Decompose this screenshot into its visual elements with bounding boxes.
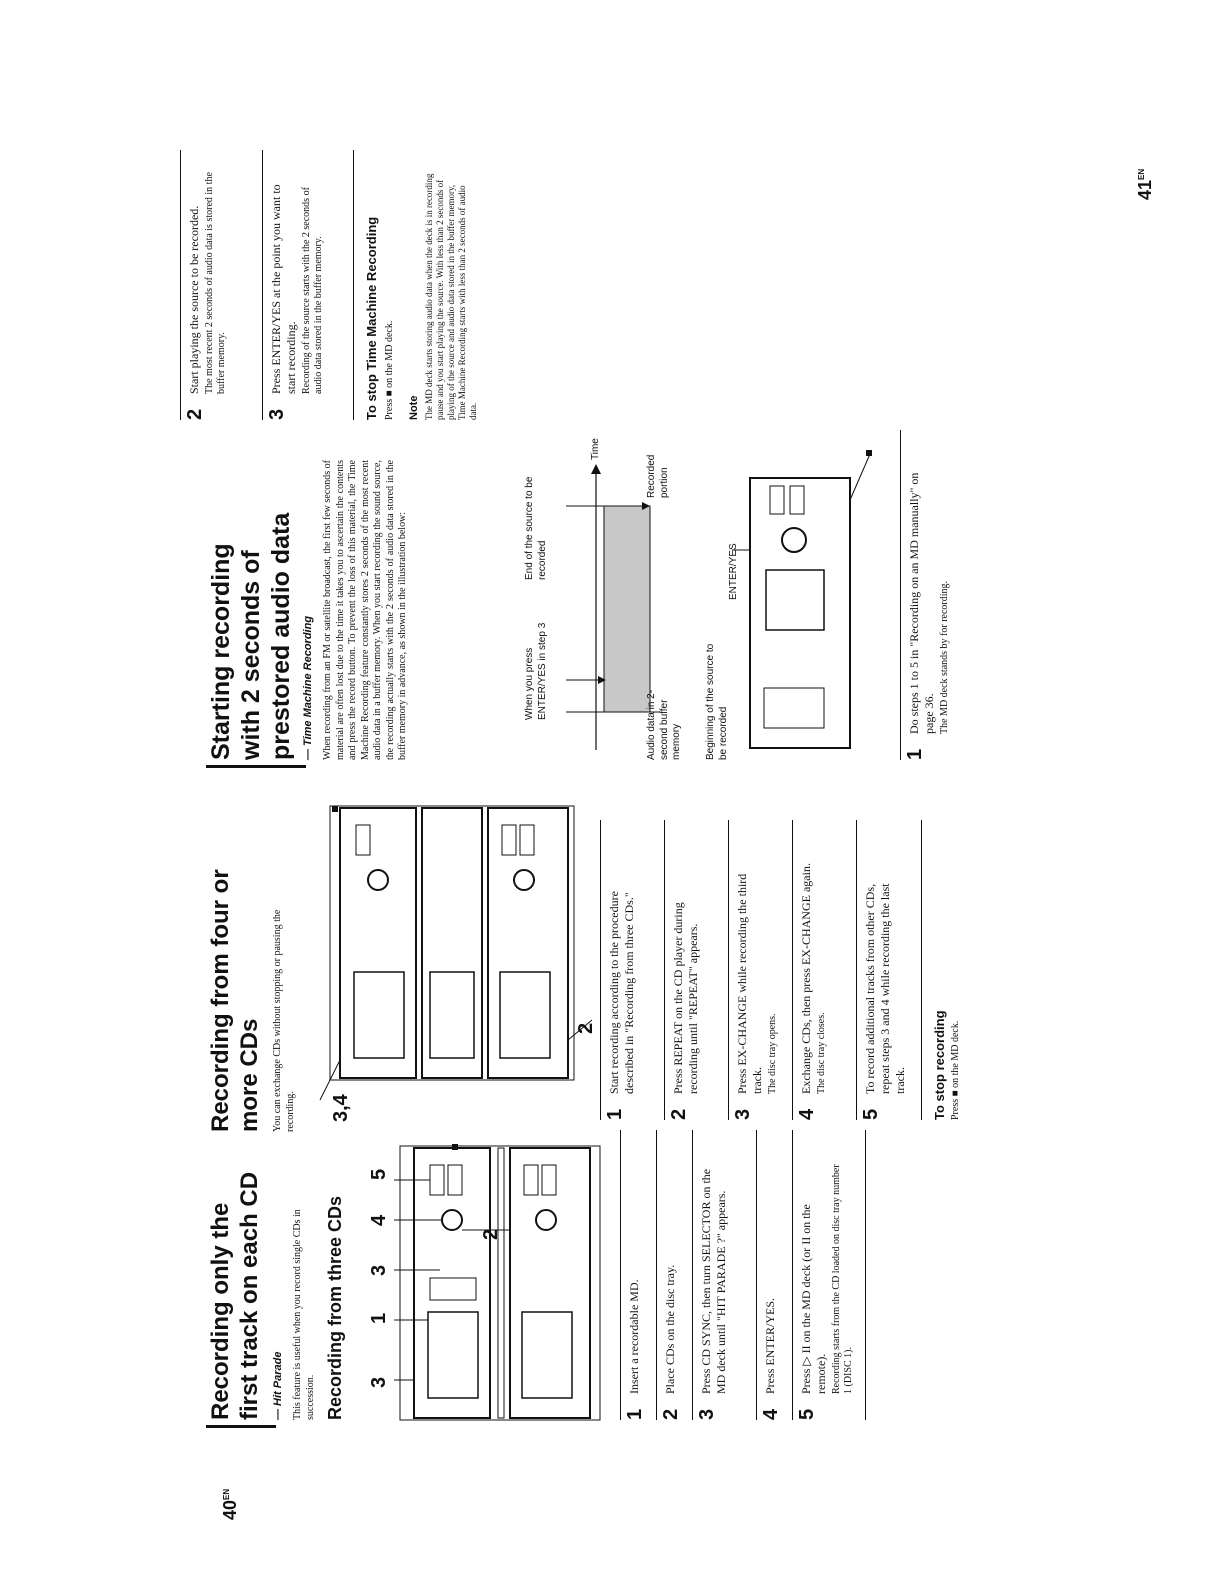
subsection-heading: Recording from three CDs [325, 1195, 345, 1420]
label-begin-source: Beginning of the source to be recorded [705, 643, 729, 760]
step-4: 4 Press ENTER/YES. [756, 1130, 793, 1420]
page-number-left: $40^{EN}$ [220, 1488, 240, 1520]
cd-md-deck-illustration-2 [330, 790, 600, 1080]
callout-2b: 2 [575, 1022, 597, 1034]
note-heading: Note [408, 395, 420, 420]
callout-4: 4 [368, 1214, 390, 1226]
title-bar [206, 1425, 276, 1428]
section-title: Starting recording with 2 seconds of prestored audio data [207, 512, 295, 760]
section-intro: You can exchange CDs without stopping or pausing the recording. [272, 909, 296, 1132]
callout-5: 5 [368, 1168, 390, 1180]
section-intro: This feature is useful when you record single CDs in succession. [292, 1209, 316, 1420]
step-2: 2 Press REPEAT on the CD player during recording until "REPEAT" appears. [664, 820, 729, 1120]
cd-md-deck-illustration [400, 1130, 610, 1420]
section-subtitle: — Hit Parade [272, 1351, 284, 1420]
step-5: 5 To record additional tracks from other CDs, repeat steps 3 and 4 while recording the last track. [856, 820, 922, 1120]
md-deck-illustration [740, 450, 880, 750]
step-1: 1 Insert a recordable MD. [620, 1130, 657, 1420]
label-buffer: Audio data in 2-second buffer memory [646, 689, 682, 760]
section-body: When recording from an FM or satellite broadcast, the first few seconds of material are often lost due to the time it takes you to ascertain the contents and press the record button. To prevent the loss of this material, the Time Machine Recording feature constantly stores 2 seconds of the most recent audio data in a buffer memory. When you start recording the sound source, the recording actually starts with the 2 seconds of audio data stored in the buffer memory in advance, as shown in the illustration below: [322, 460, 408, 760]
callout-1: 1 [368, 1312, 390, 1324]
callout-3b: 3 [368, 1264, 390, 1276]
callout-3-4: 3,4 [330, 1094, 352, 1122]
step-5: 5 Press ▷ II on the MD deck (or II on the remote). Recording starts from the CD loaded on disc tray number 1 (DISC 1). [792, 1130, 866, 1420]
time-diagram [520, 430, 690, 760]
rotated-spread [180, 150, 1180, 1520]
step-1: 1 Do steps 1 to 5 in "Recording on an MD manually" on page 36. The MD deck stands by for recording. [900, 430, 973, 760]
step-2: 2 Start playing the source to be recorded. The most recent 2 seconds of audio data is stored in the buffer memory. [180, 150, 263, 420]
enter-yes-label: ENTER/YES [728, 543, 739, 600]
step-1: 1 Start recording according to the procedure described in "Recording from three CDs." [600, 820, 665, 1120]
section-subtitle: — Time Machine Recording [302, 615, 314, 760]
tm-stop-text: Press ■ on the MD deck. [384, 320, 395, 420]
section-title: Recording only the first track on each CD [207, 1171, 263, 1420]
stop-text: Press ■ on the MD deck. [950, 1020, 961, 1120]
stop-heading: To stop recording [932, 1010, 947, 1120]
callout-2: 2 [480, 1228, 502, 1240]
step-3: 3 Press ENTER/YES at the point you want to start recording. Recording of the source starts with the 2 seconds of audio data stored in the buffer memory. [262, 150, 354, 420]
step-4: 4 Exchange CDs, then press EX-CHANGE again. The disc tray closes. [792, 820, 857, 1120]
page-number-right: $41^{EN}$ [1135, 168, 1155, 200]
step-3: 3 Press EX-CHANGE while recording the third track. The disc tray opens. [728, 820, 793, 1120]
step-3: 3 Press CD SYNC, then turn SELECTOR on the MD deck until "HIT PARADE ?" appears. [692, 1130, 757, 1420]
label-time: Time [590, 438, 601, 460]
label-press-enter: When you press ENTER/YES in step 3 [524, 622, 548, 720]
section-title: Recording from four or more CDs [207, 869, 263, 1132]
tm-stop-heading: To stop Time Machine Recording [364, 216, 379, 420]
title-bar [206, 765, 306, 768]
note-text: The MD deck starts storing audio data when the deck is in recording pause and you start playing the source. With less than 2 seconds of playing of the source and audio data stored in the buffer memory, Time Machine Recording starts with less than 2 seconds of audio data. [424, 173, 478, 420]
label-end-source: End of the source to be recorded [524, 476, 548, 580]
step-2: 2 Place CDs on the disc tray. [656, 1130, 693, 1420]
callout-3a: 3 [368, 1376, 390, 1388]
label-recorded: Recorded portion [646, 454, 670, 498]
